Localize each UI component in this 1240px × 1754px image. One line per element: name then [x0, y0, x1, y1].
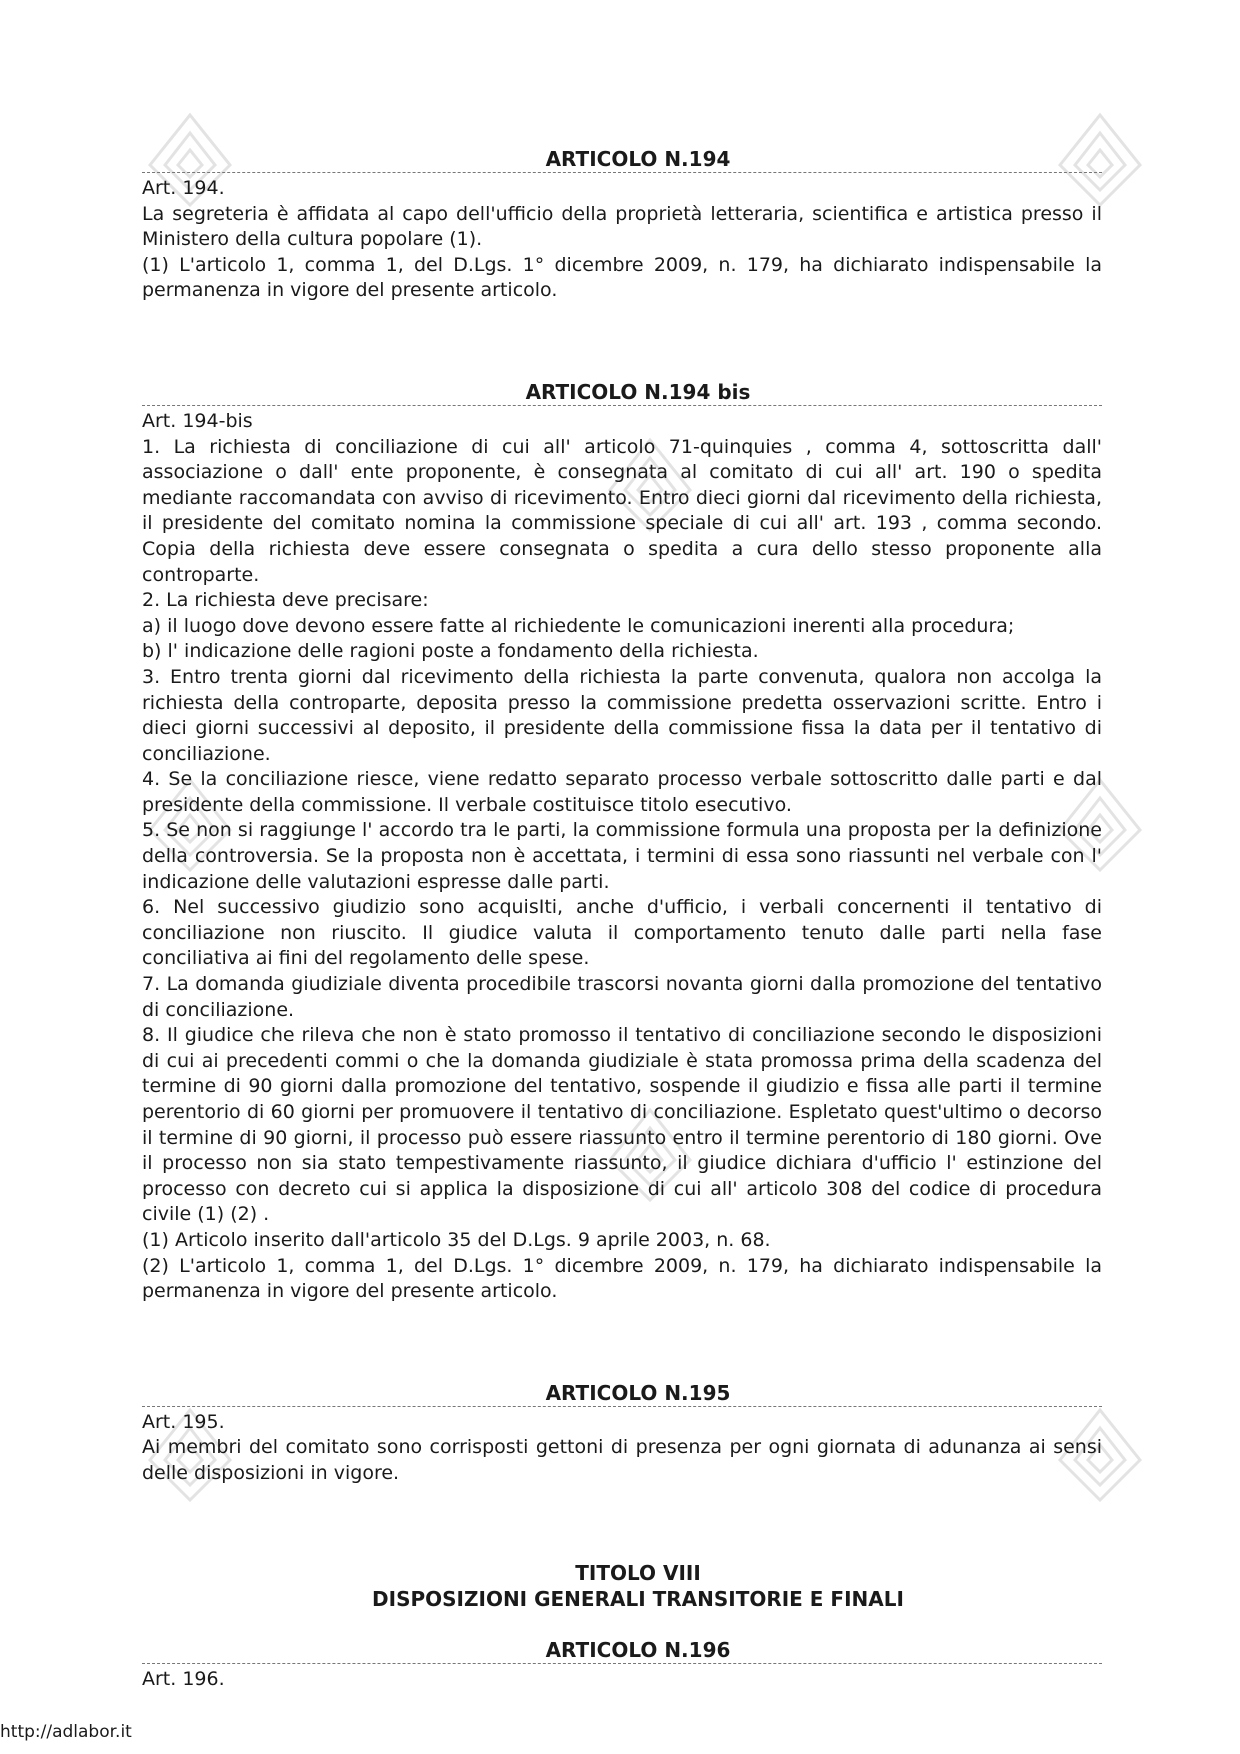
article-paragraph: Art. 194. — [142, 177, 225, 199]
title-section — [142, 1560, 1102, 1612]
article-paragraph: (1) L'articolo 1, comma 1, del D.Lgs. 1° dicembre 2009, n. 179, ha dichiarato indispensabile la permanenza in vigore del presente articolo. — [142, 253, 1102, 302]
article-paragraph: 7. La domanda giudiziale diventa procedibile trascorsi novanta giorni dalla promozione del tentativo di conciliazione. — [142, 973, 1102, 1021]
article-paragraph: 5. Se non si raggiunge l' accordo tra le parti, la commissione formula una proposta per la definizione della controversia. Se la proposta non è accettata, i termini di essa sono riassunti nel verbale con l' indicazione delle valutazioni espresse dalle parti. — [142, 819, 1102, 893]
article-paragraph: Ai membri del comitato sono corrisposti gettoni di presenza per ogni giornata di adunanza ai sensi delle disposizioni in vigore. — [142, 1436, 1102, 1484]
article-block — [142, 379, 1102, 1305]
article-paragraph: Art. 196. — [142, 1667, 225, 1690]
article-paragraph: (1) Articolo inserito dall'articolo 35 del D.Lgs. 9 aprile 2003, n. 68. — [142, 1228, 771, 1251]
article-paragraph: b) l' indicazione delle ragioni poste a fondamento della richiesta. — [142, 640, 759, 663]
article-196 — [142, 1637, 1102, 1693]
article-block — [142, 1380, 1102, 1487]
article-paragraph: 3. Entro trenta giorni dal ricevimento della richiesta la parte convenuta, qualora non accolga la richiesta della controparte, deposita presso la commissione predetta osservazioni scritte. Entro i dieci giorni successivi al deposito, il presidente della commissione fissa la data per il tentativo di conciliazione. — [142, 665, 1102, 765]
heading-rule — [142, 172, 1102, 173]
articles-list — [142, 146, 1102, 1487]
article-paragraph: 1. La richiesta di conciliazione di cui all' articolo 71-quinquies , comma 4, sottoscritta dall' associazione o dall' ente proponente, è consegnata al comitato di cui all' art. 190 o spedita mediante raccomandata con avviso di ricevimento. Entro dieci giorni dal ricevimento della richiesta, il presidente del comitato nomina la commissione speciale di cui all' art. 193 , comma secondo. Copia della richiesta deve essere consegnata o spedita a cura dello stesso proponente alla controparte. — [142, 435, 1102, 586]
heading-rule — [142, 405, 1102, 406]
article-heading: ARTICOLO N.196 — [545, 1637, 731, 1662]
article-paragraph: La segreteria è affidata al capo dell'ufficio della proprietà letteraria, scientifica e artistica presso il Ministero della cultura popolare (1). — [142, 202, 1102, 251]
article-heading: ARTICOLO N.195 — [545, 1380, 731, 1405]
article-paragraph: 8. Il giudice che rileva che non è stato promosso il tentativo di conciliazione secondo le disposizioni di cui ai precedenti commi o che la domanda giudiziale è stata promossa prima della scadenza del termine di 90 giorni dalla promozione del tentativo, sospende il giudizio e fissa alle parti il termine perentorio di 60 giorni per promuovere il tentativo di conciliazione. Espletato quest'ultimo o decorso il termine di 90 giorni, il processo può essere riassunto entro il termine perentorio di 180 giorni. Ove il processo non sia stato tempestivamente riassunto, il giudice dichiara d'ufficio l' estinzione del processo con decreto cui si applica la disposizione di cui all' articolo 308 del codice di procedura civile (1) (2) . — [142, 1024, 1102, 1226]
article-heading: ARTICOLO N.194 bis — [525, 379, 751, 404]
heading-rule — [142, 1663, 1102, 1664]
article-paragraph: 2. La richiesta deve precisare: — [142, 589, 429, 612]
article-paragraph: 4. Se la conciliazione riesce, viene redatto separato processo verbale sottoscritto dalle parti e dal presidente della commissione. Il verbale costituisce titolo esecutivo. — [142, 768, 1102, 816]
article-block — [142, 146, 1102, 304]
article-paragraph: Art. 194-bis — [142, 409, 253, 432]
article-paragraph: Art. 195. — [142, 1410, 225, 1433]
article-heading: ARTICOLO N.194 — [545, 147, 731, 171]
document-body — [142, 146, 1102, 1692]
heading-rule — [142, 1406, 1102, 1407]
article-paragraph: 6. Nel successivo giudizio sono acquisIti, anche d'ufficio, i verbali concernenti il tentativo di conciliazione non riuscito. Il giudice valuta il comportamento tenuto dalle parti nella fase conciliativa ai fini del regolamento delle spese. — [142, 896, 1102, 970]
titolo-name: DISPOSIZIONI GENERALI TRANSITORIE E FINALI — [372, 1586, 904, 1611]
footer-url[interactable]: http://adlabor.it — [0, 1722, 132, 1742]
titolo-number: TITOLO VIII — [575, 1560, 701, 1585]
article-paragraph: (2) L'articolo 1, comma 1, del D.Lgs. 1° dicembre 2009, n. 179, ha dichiarato indispensabile la permanenza in vigore del presente articolo. — [142, 1254, 1102, 1303]
article-paragraph: a) il luogo dove devono essere fatte al richiedente le comunicazioni inerenti alla procedura; — [142, 614, 1015, 637]
